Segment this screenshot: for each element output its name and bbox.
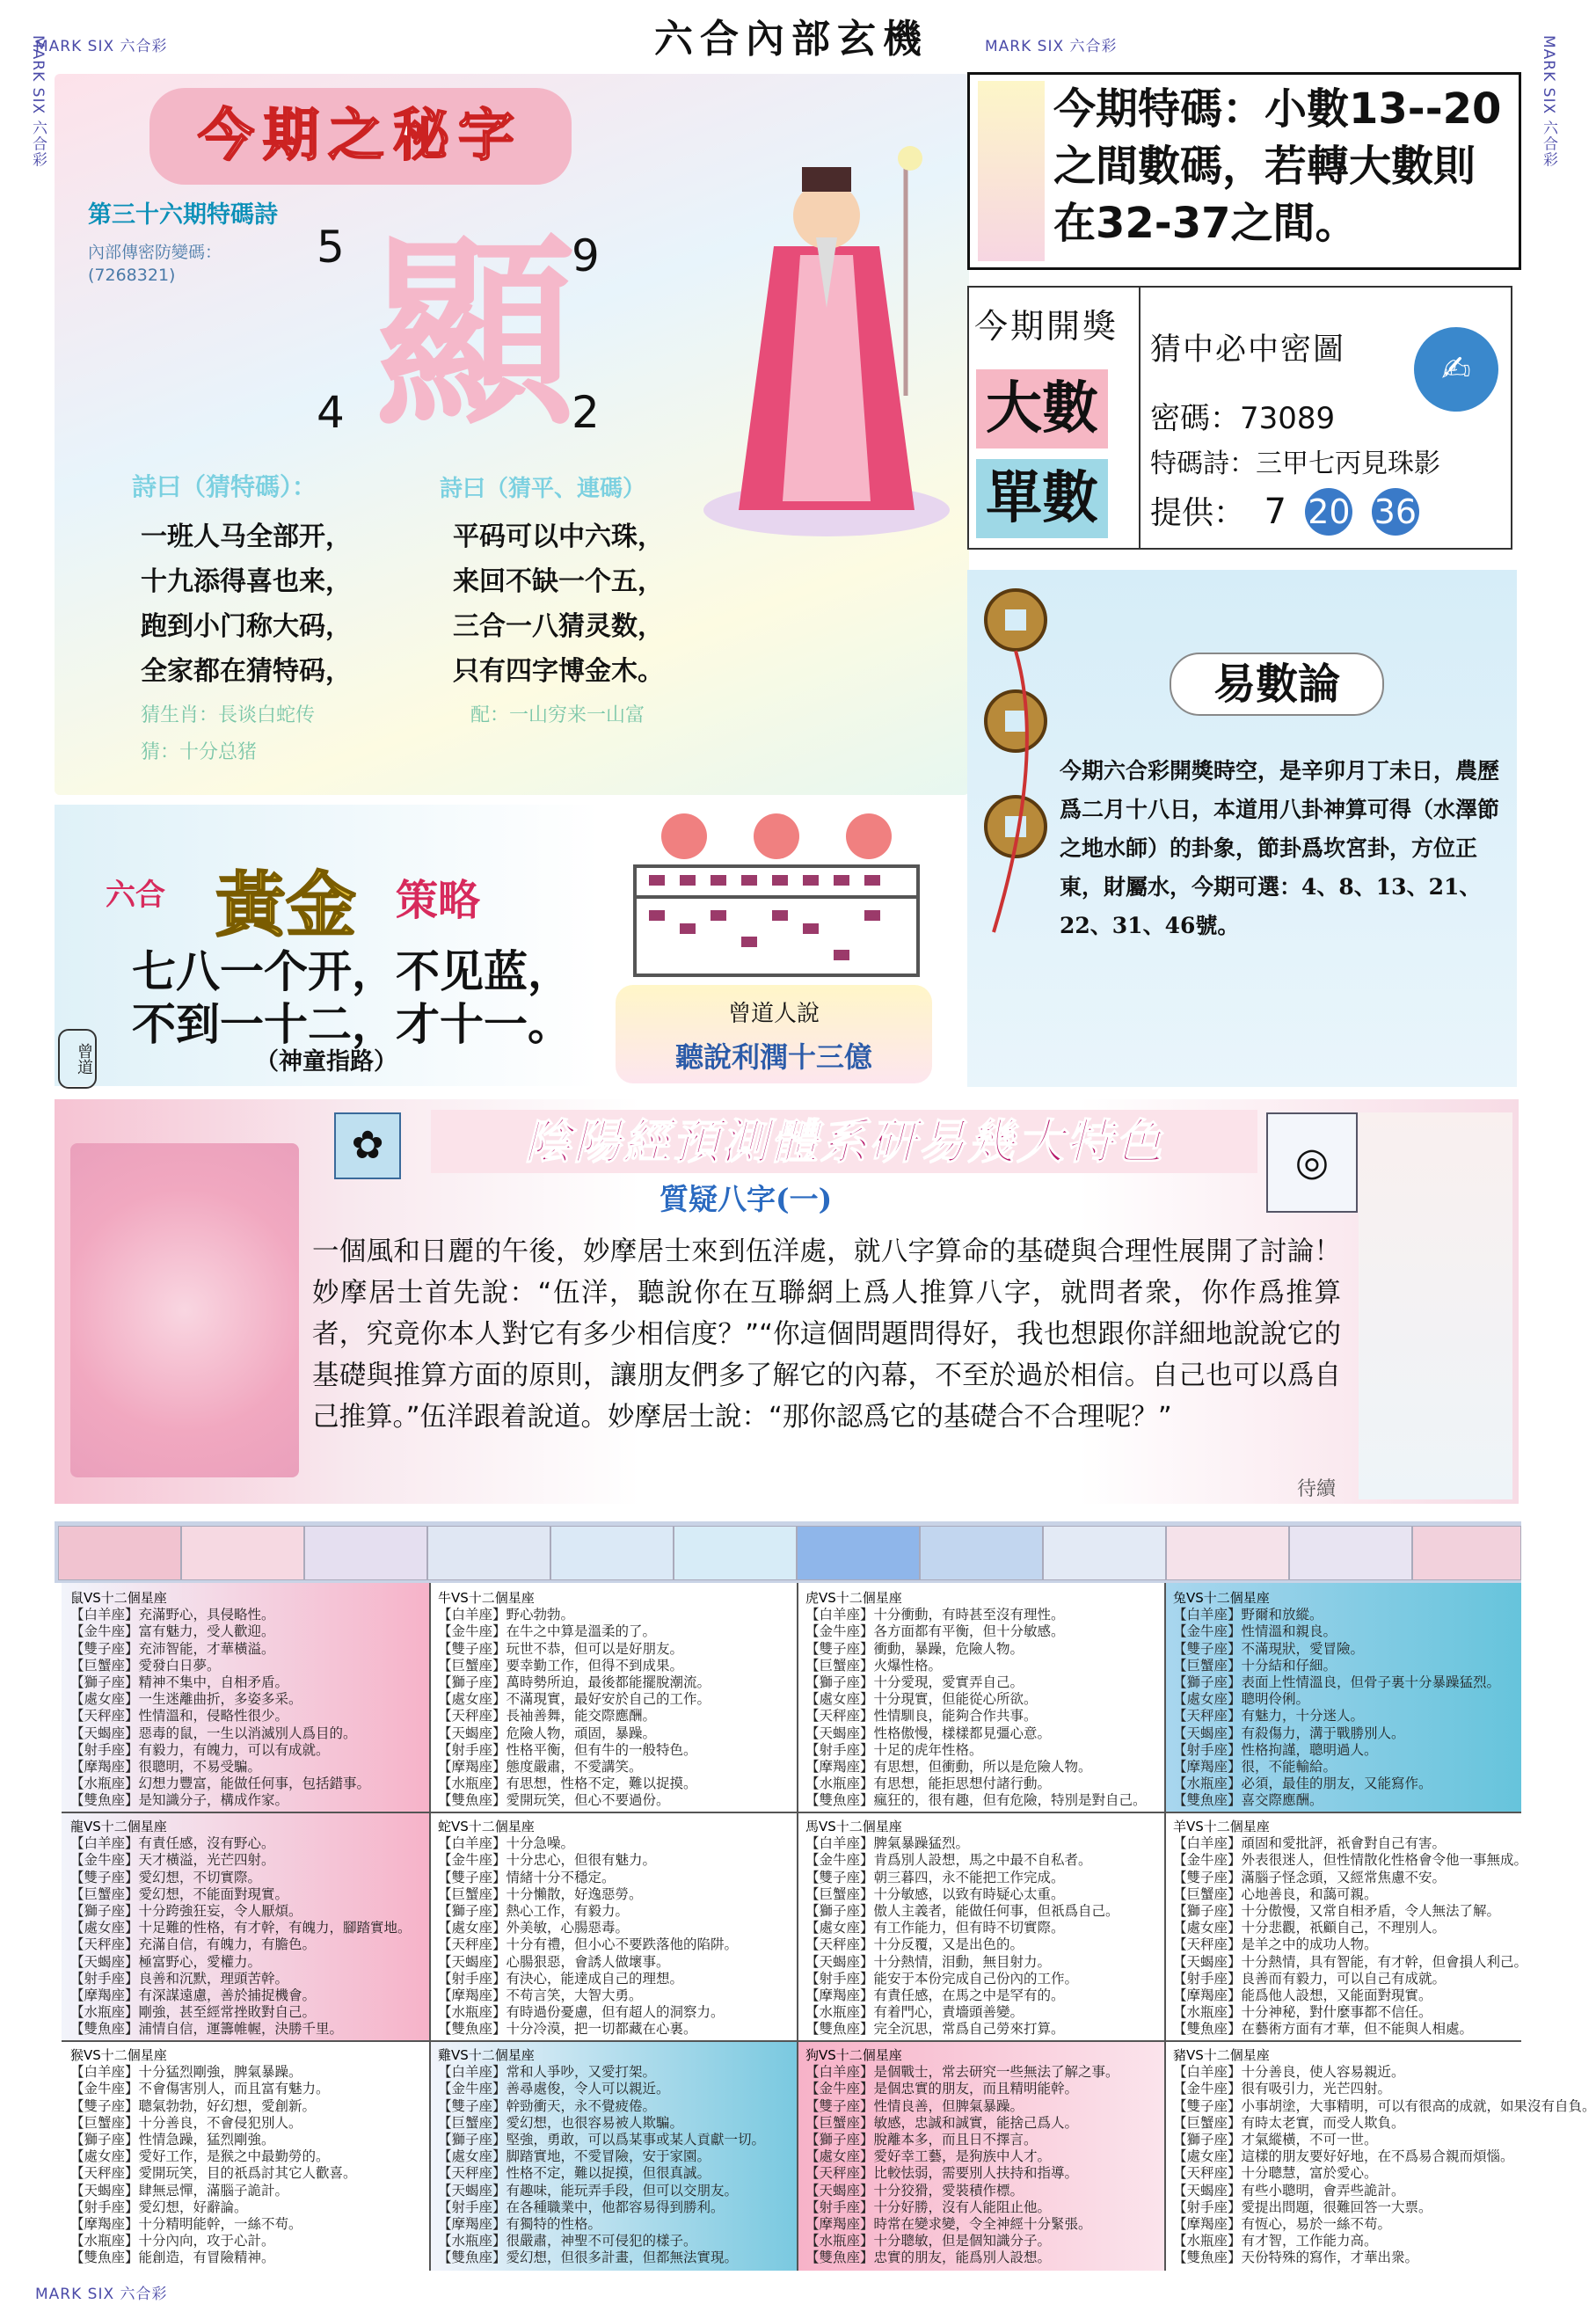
- zodiac-row: 【處女座】這樣的朋友要好好地，在不爲易合親而煩惱。: [1173, 2148, 1514, 2165]
- secret-number-1: 5: [317, 222, 345, 273]
- zodiac-row: 【天秤座】愛開玩笑，目的祇爲討其它人歡喜。: [70, 2165, 357, 2182]
- zodiac-row: 【天秤座】十分有禮，但小心不要跌落他的陷阱。: [438, 1936, 739, 1953]
- zodiac-row: 【白羊座】脾氣暴躁猛烈。: [805, 1835, 970, 1852]
- secret-number-2: 9: [572, 230, 600, 281]
- zodiac-row: 【天蝎座】有趣味，能玩弄手段，但可以交朋友。: [438, 2182, 739, 2199]
- big-character: 顯: [373, 215, 576, 453]
- zodiac-grid-line: [797, 1583, 798, 2271]
- gold-source: （神童指路）: [255, 1048, 397, 1076]
- draw-head: 今期開獎: [974, 307, 1119, 346]
- zodiac-row: 【水瓶座】有才智，工作能力高。: [1173, 2233, 1378, 2250]
- zodiac-row: 【天秤座】十分聰慧，富於愛心。: [1173, 2165, 1378, 2182]
- zodiac-row: 【射手座】良善而有毅力，可以自己有成就。: [1173, 1970, 1447, 1987]
- zodiac-row: 【白羊座】十分猛烈剛強，脾氣暴躁。: [70, 2064, 302, 2081]
- zodiac-row: 【雙子座】性情良善，但脾氣暴躁。: [805, 2097, 1024, 2114]
- article-body: 一個風和日麗的午後，妙摩居士來到伍洋處，就八字算命的基礎與合理性展開了討論！妙摩居士首先說：“伍洋，聽說你在互聯網上爲人推算八字，就問者衆，你作爲推算者，究竟你本人對它有多少相信度？”“你這個問題問得好，我也想跟你詳細地說說它的基礎與推算方面的原則，讓朋友們多了解它的內幕，不至於過於相信。自己也可以爲自己推算。”伍洋跟着說道。妙摩居士說：“那你認爲它的基礎合不合理呢？”: [312, 1236, 1341, 1433]
- zodiac-row: 【雙子座】玩世不恭，但可以是好朋友。: [438, 1640, 684, 1657]
- zodiac-row: 【射手座】愛幻想，好辭論。: [70, 2199, 248, 2215]
- zodiac-row: 【獅子座】十分愛現，愛實弄自己。: [805, 1674, 1024, 1691]
- article-left-image: [70, 1143, 299, 1477]
- zodiac-cell-title: 兔VS十二個星座: [1173, 1590, 1270, 1606]
- poem-right-line: 来回不缺一个五，: [453, 566, 664, 597]
- guess-match: 配：一山穷来一山富: [470, 704, 645, 726]
- zodiac-row: 【獅子座】十分傲慢，又常自相矛盾，令人無法了解。: [1173, 1903, 1501, 1920]
- gold-line-1: 七八一个开，不见蓝，: [132, 945, 572, 997]
- zodiac-row: 【摩羯座】有責任感，在馬之中是罕有的。: [805, 1987, 1065, 2004]
- zodiac-row: 【天蝎座】危險人物，頑固，暴躁。: [438, 1725, 657, 1741]
- zodiac-row: 【雙魚座】浦情自信，運籌帷幄，決勝千里。: [70, 2021, 344, 2038]
- poem-left-line: 十九添得喜也来，: [141, 566, 352, 597]
- zodiac-grid-line: [1164, 1583, 1166, 2271]
- zodiac-row: 【處女座】聰明伶俐。: [1173, 1691, 1310, 1708]
- poem-right-line: 三合一八猜灵数，: [453, 611, 664, 642]
- guess-zodiac: 猜生肖：長谈白蛇传: [141, 704, 316, 726]
- coin-icons: [976, 580, 1055, 950]
- zodiac-cell-title: 鼠VS十二個星座: [70, 1590, 167, 1606]
- bottom-border: MARK SIX 六合彩: [35, 2286, 168, 2303]
- zodiac-row: 【金牛座】天才橫溢，光芒四射。: [70, 1852, 275, 1869]
- tema-line-2: 之間數碼，若轉大數則: [1053, 142, 1476, 191]
- draw-provide-label: 提供：: [1150, 495, 1246, 531]
- zodiac-row: 【處女座】脚踏實地，不愛冒險，安于家園。: [438, 2148, 711, 2165]
- draw-poem: 特碼詩：三甲七丙見珠影: [1150, 448, 1440, 479]
- poem-left-line: 跑到小门称大码，: [141, 611, 352, 642]
- zodiac-cell-ox: [429, 1583, 797, 1812]
- zodiac-row: 【雙子座】幹勁衝天，永不覺疲倦。: [438, 2097, 657, 2114]
- poem-number: 第三十六期特碼詩: [88, 201, 278, 229]
- zodiac-row: 【射手座】在各種職業中，他都容易得到勝利。: [438, 2199, 725, 2215]
- zodiac-row: 【天秤座】性格不定，難以捉摸，但很真誠。: [438, 2165, 711, 2182]
- zodiac-row: 【天秤座】長袖善舞，能交際應酬。: [438, 1708, 657, 1725]
- zodiac-row: 【白羊座】十分急噪。: [438, 1835, 575, 1852]
- goat-icon: [920, 1526, 1043, 1580]
- poem-left-line: 全家都在猜特码，: [141, 656, 352, 687]
- tema-line-3: 在32-37之間。: [1053, 199, 1358, 248]
- zodiac-cell-title: 虎VS十二個星座: [805, 1590, 902, 1606]
- zodiac-row: 【雙子座】充沛智能，才華橫溢。: [70, 1640, 275, 1657]
- zodiac-row: 【水瓶座】有着門心，責墻頭善變。: [805, 2004, 1024, 2021]
- article-more: 待續: [1297, 1478, 1337, 1500]
- zodiac-row: 【獅子座】脫離本多，而且日不擇言。: [805, 2132, 1038, 2148]
- zodiac-row: 【巨蟹座】有時太老實，而受人欺負。: [1173, 2114, 1405, 2131]
- dragon-icon: [550, 1526, 674, 1580]
- zodiac-cell-title: 馬VS十二個星座: [805, 1819, 902, 1834]
- zodiac-cell-pig: [1164, 2040, 1596, 2271]
- zodiac-row: 【處女座】一生迷離曲折，多姿多采。: [70, 1691, 302, 1708]
- zodiac-row: 【巨蟹座】愛幻想，不能面對現實。: [70, 1885, 289, 1902]
- article-icon-orbit: ◎: [1266, 1112, 1358, 1213]
- zodiac-row: 【摩羯座】很聰明，不易受騙。: [70, 1759, 262, 1776]
- zodiac-row: 【射手座】愛提出問題，很難回答一大票。: [1173, 2199, 1432, 2215]
- secret-title: 今期之秘字: [149, 88, 572, 185]
- zodiac-row: 【金牛座】各方面都有平衡，但十分敏感。: [805, 1623, 1065, 1640]
- zodiac-row: 【獅子座】堅強，勇敢，可以爲某事或某人貢獻一切。: [438, 2132, 766, 2148]
- zodiac-grid-line: [429, 1583, 431, 2271]
- draw-big: 大數: [976, 369, 1108, 448]
- secret-number-4: 2: [572, 387, 600, 438]
- poem-left-line: 一班人马全部开，: [141, 521, 352, 552]
- left-border: MARK SIX 六合彩: [29, 35, 47, 168]
- zodiac-cell-title: 猴VS十二個星座: [70, 2047, 167, 2063]
- zodiac-row: 【天蝎座】有殺傷力，溝于戰勝別人。: [1173, 1725, 1405, 1741]
- zodiac-row: 【摩羯座】有恆心，易於一絲不苟。: [1173, 2216, 1392, 2233]
- zodiac-row: 【雙子座】情緒十分不穩定。: [438, 1869, 616, 1885]
- tema-side-stripe: [978, 81, 1045, 261]
- zodiac-row: 【雙子座】不滿現狀，愛冒險。: [1173, 1640, 1365, 1657]
- tema-line-1: 今期特碼：小數13--20: [1053, 84, 1502, 134]
- zodiac-row: 【雙子座】愛幻想，不切實際。: [70, 1869, 262, 1885]
- zodiac-row: 【雙魚座】天份特殊的寫作，才華出衆。: [1173, 2250, 1419, 2266]
- zodiac-cell-title: 豬VS十二個星座: [1173, 2047, 1270, 2063]
- zodiac-row: 【處女座】外美敏，心腸惡毒。: [438, 1920, 630, 1936]
- poem-right-line: 平码可以中六珠，: [453, 521, 664, 552]
- zodiac-row: 【雙魚座】能創造，有冒險精神。: [70, 2250, 275, 2266]
- draw-number: 7: [1264, 492, 1286, 532]
- horse-icon: [797, 1526, 920, 1580]
- zodiac-cell-title: 龍VS十二個星座: [70, 1819, 167, 1834]
- zodiac-row: 【天秤座】有魅力，十分迷人。: [1173, 1708, 1365, 1725]
- zodiac-row: 【獅子座】十分跨強狂妄，令人厭煩。: [70, 1903, 302, 1920]
- zodiac-row: 【水瓶座】幻想力豐富，能做任何事，包括錯事。: [70, 1776, 371, 1792]
- zodiac-row: 【天蝎座】心腸狠惡，會誘人做壞事。: [438, 1953, 670, 1970]
- zodiac-row: 【獅子座】熱心工作，有毅力。: [438, 1903, 630, 1920]
- zodiac-row: 【金牛座】十分忠心，但很有魅力。: [438, 1852, 657, 1869]
- zodiac-row: 【雙魚座】瘋狂的，很有趣，但有危險，特別是對自己。: [805, 1792, 1147, 1809]
- pig-icon: [1412, 1526, 1521, 1580]
- zodiac-row: 【金牛座】在牛之中算是溫柔的了。: [438, 1623, 657, 1640]
- zodiac-row: 【雙子座】聰氣勃勃，好幻想，愛創新。: [70, 2097, 317, 2114]
- page-title: 六合內部玄機: [654, 17, 929, 62]
- zodiac-row: 【水瓶座】十分神秘，對什麼事都不信任。: [1173, 2004, 1432, 2021]
- zodiac-cell-goat: [1164, 1812, 1528, 2040]
- zodiac-cell-tiger: [797, 1583, 1164, 1812]
- top-border-left: MARK SIX 六合彩: [35, 38, 168, 55]
- zodiac-row: 【處女座】十分現實，但能從心所欲。: [805, 1691, 1038, 1708]
- gold-title: 黃金: [215, 864, 356, 946]
- zodiac-cell-dog: [797, 2040, 1164, 2271]
- dog-icon: [1289, 1526, 1412, 1580]
- zodiac-row: 【雙魚座】在藝術方面有才華，但不能與人相處。: [1173, 2021, 1474, 2038]
- article-subheadline: 質疑八字(一): [660, 1182, 833, 1216]
- zodiac-row: 【射手座】良善和沉默，理頭苦幹。: [70, 1970, 289, 1987]
- zodiac-row: 【白羊座】充滿野心，具侵略性。: [70, 1607, 275, 1623]
- draw-divider: [1139, 286, 1141, 550]
- protect-code: (7268321): [88, 266, 176, 285]
- zodiac-row: 【射手座】十足的虎年性格。: [805, 1741, 983, 1758]
- zodiac-row: 【雙魚座】愛開玩笑，但心不要過份。: [438, 1792, 670, 1809]
- zodiac-row: 【巨蟹座】十分善良，不會侵犯別人。: [70, 2114, 302, 2131]
- zodiac-row: 【處女座】有工作能力，但有時不切實際。: [805, 1920, 1065, 1936]
- zodiac-row: 【巨蟹座】要幸勤工作，但得不到成果。: [438, 1657, 684, 1674]
- zodiac-row: 【巨蟹座】十分敏感，以致有時疑心太重。: [805, 1885, 1065, 1902]
- draw-provide: [1150, 488, 1419, 536]
- zodiac-row: 【巨蟹座】火爆性格。: [805, 1657, 943, 1674]
- article-side-vertical-image: [1359, 1112, 1512, 1499]
- zodiac-row: 【射手座】性格平衡，但有牛的一般特色。: [438, 1741, 697, 1758]
- draw-number-circle: 20: [1305, 488, 1352, 536]
- zodiac-row: 【金牛座】富有魅力，受人歡迎。: [70, 1623, 275, 1640]
- rabbit-icon: [427, 1526, 550, 1580]
- zodiac-row: 【巨蟹座】愛發白日夢。: [70, 1657, 221, 1674]
- tiger-icon: [304, 1526, 427, 1580]
- abacus-image: [631, 805, 922, 981]
- zodiac-row: 【摩羯座】態度嚴肅，不愛講笑。: [438, 1759, 643, 1776]
- yishu-text: 今期六合彩開獎時空，是辛卯月丁未日，農歷爲二月十八日，本道用八卦神算可得（水澤節之地水師）的卦象，節卦爲坎宮卦，方位正東，財屬水，今期可選：4、8、13、21、22、31、46號。: [1060, 758, 1500, 938]
- poem-head-left: 詩曰（猜特碼）：: [132, 472, 317, 501]
- zodiac-row: 【獅子座】傲人主義者，能做任何事，但祇爲自己。: [805, 1903, 1119, 1920]
- poem-left: [141, 514, 352, 694]
- zodiac-row: 【摩羯座】有獨特的性格。: [438, 2216, 602, 2233]
- zodiac-row: 【雙子座】滿腦子怪念頭，又經常焦慮不安。: [1173, 1869, 1447, 1885]
- zodiac-row: 【白羊座】十分善良，使人容易親近。: [1173, 2064, 1405, 2081]
- zodiac-row: 【水瓶座】有思想，能拒思想付諸行動。: [805, 1776, 1052, 1792]
- zodiac-row: 【獅子座】精神不集中，自相矛盾。: [70, 1674, 289, 1691]
- zodiac-cell-dragon: [62, 1812, 429, 2040]
- draw-guess-title: 猜中必中密圖: [1150, 332, 1346, 368]
- zodiac-row: 【天秤座】性情溫和，侵略性很少。: [70, 1708, 289, 1725]
- zodiac-row: 【處女座】十足難的性格，有才幹，有魄力，腳踏實地。: [70, 1920, 412, 1936]
- zodiac-row: 【雙魚座】完全沉思，常爲自己勞來打算。: [805, 2021, 1065, 2038]
- zodiac-cell-title: 蛇VS十二個星座: [438, 1819, 535, 1834]
- monkey-icon: [1043, 1526, 1166, 1580]
- zodiac-row: 【處女座】愛好工作，是猴之中最勤勞的。: [70, 2148, 330, 2165]
- zodiac-row: 【處女座】不滿現實，最好安於自己的工作。: [438, 1691, 711, 1708]
- zodiac-row: 【巨蟹座】十分懶散，好逸惡勞。: [438, 1885, 643, 1902]
- zodiac-row: 【白羊座】有責任感，沒有野心。: [70, 1835, 275, 1852]
- zodiac-cell-title: 牛VS十二個星座: [438, 1590, 535, 1606]
- zodiac-row: 【摩羯座】十分精明能幹，一絲不苟。: [70, 2216, 302, 2233]
- zodiac-row: 【天蝎座】性格傲慢，樣樣都見彊心意。: [805, 1725, 1052, 1741]
- article-headline: 陰陽經預測體系研易幾大特色: [431, 1110, 1257, 1173]
- zodiac-row: 【雙魚座】忠實的朋友，能爲別人設想。: [805, 2250, 1052, 2266]
- zodiac-grid-line: [62, 2040, 1521, 2042]
- draw-code: 密碼：73089: [1150, 401, 1336, 436]
- zodiac-row: 【巨蟹座】愛幻想，也很容易被人欺騙。: [438, 2114, 684, 2131]
- zodiac-row: 【金牛座】很有吸引力，光芒四射。: [1173, 2081, 1392, 2097]
- zodiac-row: 【摩羯座】有思想，但衝動，所以是危險人物。: [805, 1759, 1092, 1776]
- tema-text: [1053, 81, 1511, 252]
- zodiac-row: 【摩羯座】有深謀遠慮，善於捕捉機會。: [70, 1987, 317, 2004]
- zodiac-row: 【處女座】愛好幸工藝，是狗族中人才。: [805, 2148, 1052, 2165]
- zodiac-row: 【巨蟹座】心地善良，和藹可親。: [1173, 1885, 1378, 1902]
- zodiac-row: 【金牛座】性情溫和親良。: [1173, 1623, 1337, 1640]
- zodiac-row: 【雙魚座】愛幻想，但很多計畫，但都無法實現。: [438, 2250, 739, 2266]
- poem-right-line: 只有四字博金木。: [453, 656, 664, 687]
- abacus-by: 曾道人說: [727, 1001, 820, 1027]
- zodiac-row: 【白羊座】是個戰士，常去研究一些無法了解之事。: [805, 2064, 1119, 2081]
- zodiac-row: 【天秤座】比較怯弱，需要別人扶持和指導。: [805, 2165, 1079, 2182]
- article-icon-flower: ✿: [334, 1112, 401, 1179]
- zodiac-grid-line: [62, 1812, 1521, 1813]
- zodiac-row: 【射手座】能安于本份完成自己份內的工作。: [805, 1970, 1079, 1987]
- gold-title-suffix: 策略: [396, 876, 481, 925]
- secret-number-3: 4: [317, 387, 345, 438]
- zodiac-row: 【雙子座】衝動，暴躁，危險人物。: [805, 1640, 1024, 1657]
- zodiac-row: 【天蝎座】十分熱情，具有智能，有才幹，但會損人利己。: [1173, 1953, 1528, 1970]
- zodiac-cell-monkey: [62, 2040, 429, 2271]
- zodiac-row: 【水瓶座】十分聰敏，但是個知識分子。: [805, 2233, 1052, 2250]
- right-border: MARK SIX 六合彩: [1540, 35, 1557, 168]
- zodiac-row: 【金牛座】不會傷害別人，而且富有魅力。: [70, 2081, 330, 2097]
- gold-prefix: 六合: [106, 878, 165, 913]
- poem-right: [453, 514, 664, 694]
- zodiac-row: 【獅子座】萬時勢所迫，最後都能擺脫潮流。: [438, 1674, 711, 1691]
- gold-seal: 曾道: [58, 1029, 97, 1089]
- zodiac-cell-title: 羊VS十二個星座: [1173, 1819, 1270, 1834]
- zodiac-cell-title: 狗VS十二個星座: [805, 2047, 902, 2063]
- zodiac-row: 【天秤座】性情馴良，能夠合作共事。: [805, 1708, 1038, 1725]
- zodiac-row: 【獅子座】表面上性情溫良，但骨子裏十分暴躁猛烈。: [1173, 1674, 1501, 1691]
- zodiac-row: 【金牛座】肯爲別人設想，馬之中最不自私者。: [805, 1852, 1092, 1869]
- sage-figure-image: [695, 132, 958, 536]
- zodiac-row: 【天蝎座】極富野心，愛權力。: [70, 1953, 262, 1970]
- zodiac-cell-rooster: [429, 2040, 797, 2271]
- zodiac-row: 【獅子座】性情急躁，猛烈剛強。: [70, 2132, 275, 2148]
- zodiac-row: 【天蝎座】肆無忌憚，滿腦子詭計。: [70, 2182, 289, 2199]
- zodiac-row: 【雙魚座】喜交際應酬。: [1173, 1792, 1323, 1809]
- zodiac-row: 【水瓶座】剛強，甚至經常挫敗對自己。: [70, 2004, 317, 2021]
- zodiac-row: 【獅子座】才氣縱橫，不可一世。: [1173, 2132, 1378, 2148]
- zodiac-row: 【天蝎座】十分熱情，泪動，無目射力。: [805, 1953, 1052, 1970]
- gold-line-2: 不到一十二，才十一。: [132, 998, 572, 1050]
- zodiac-cell-rabbit: [1164, 1583, 1521, 1812]
- zodiac-row: 【射手座】十分好勝，沒有人能阻止他。: [805, 2199, 1052, 2215]
- zodiac-row: 【水瓶座】必須，最佳的朋友，又能寫作。: [1173, 1776, 1432, 1792]
- zodiac-row: 【巨蟹座】敏感，忠誠和誠實，能捨己爲人。: [805, 2114, 1079, 2131]
- zodiac-cell-rat: [62, 1583, 429, 1812]
- zodiac-row: 【天秤座】是羊之中的成功人物。: [1173, 1936, 1378, 1953]
- zodiac-row: 【摩羯座】時常在變求變，令全神經十分緊張。: [805, 2216, 1092, 2233]
- zodiac-row: 【白羊座】常和人爭吵，又愛打架。: [438, 2064, 657, 2081]
- draw-single: 單數: [976, 459, 1108, 538]
- top-border-right: MARK SIX 六合彩: [985, 38, 1118, 55]
- zodiac-row: 【天秤座】充滿自信，有魄力，有膽色。: [70, 1936, 317, 1953]
- zodiac-row: 【水瓶座】十分內向，攻于心計。: [70, 2233, 275, 2250]
- rooster-icon: [1166, 1526, 1289, 1580]
- zodiac-row: 【水瓶座】很嚴肅，神聖不可侵犯的樣子。: [438, 2233, 697, 2250]
- zodiac-row: 【金牛座】外表很迷人，但性情散化性格會令他一事無成。: [1173, 1852, 1528, 1869]
- rat-icon: [58, 1526, 181, 1580]
- zodiac-row: 【處女座】十分悲觀，祇顧自己，不理別人。: [1173, 1920, 1447, 1936]
- zodiac-row: 【摩羯座】能爲他人設想，又能面對現實。: [1173, 1987, 1432, 2004]
- draw-seal-icon: ✍: [1414, 327, 1498, 412]
- guess-line: 猜：十分总猪: [141, 741, 258, 763]
- zodiac-row: 【摩羯座】很，不能輸給。: [1173, 1759, 1337, 1776]
- zodiac-row: 【雙魚座】是知識分子，構成作家。: [70, 1792, 289, 1809]
- zodiac-row: 【水瓶座】有思想，性格不定，難以捉摸。: [438, 1776, 697, 1792]
- zodiac-row: 【金牛座】是個忠實的朋友，而且精明能幹。: [805, 2081, 1079, 2097]
- zodiac-row: 【白羊座】野爾和放縱。: [1173, 1607, 1323, 1623]
- zodiac-row: 【白羊座】野心勃勃。: [438, 1607, 575, 1623]
- zodiac-cell-snake: [429, 1812, 797, 2040]
- protect-label: 內部傳密防變碼：: [88, 243, 222, 262]
- zodiac-row: 【射手座】有決心，能達成自己的理想。: [438, 1970, 684, 1987]
- zodiac-row: 【天蝎座】惡毒的鼠，一生以消滅別人爲目的。: [70, 1725, 357, 1741]
- zodiac-row: 【天秤座】十分反覆，又是出色的。: [805, 1936, 1024, 1953]
- yishu-title: 易數論: [1170, 653, 1384, 716]
- zodiac-row: 【水瓶座】有時過份憂慮，但有超人的洞察力。: [438, 2004, 725, 2021]
- zodiac-row: 【雙魚座】十分冷漠，把一切都藏在心裏。: [438, 2021, 697, 2038]
- abacus-box: [616, 985, 932, 1083]
- zodiac-cell-title: 雞VS十二個星座: [438, 2047, 535, 2063]
- ox-icon: [181, 1526, 304, 1580]
- zodiac-row: 【巨蟹座】十分結和仔細。: [1173, 1657, 1337, 1674]
- zodiac-row: 【天蝎座】十分狡猾，愛裝積作標。: [805, 2182, 1024, 2199]
- zodiac-row: 【雙子座】小事胡塗，大事精明，可以有很高的成就，如果沒有自負。: [1173, 2097, 1596, 2114]
- zodiac-row: 【摩羯座】不苟言笑，大智大勇。: [438, 1987, 643, 2004]
- zodiac-row: 【射手座】有毅力，有魄力，可以有成就。: [70, 1741, 330, 1758]
- zodiac-row: 【金牛座】善尋處俊，令人可以親近。: [438, 2081, 670, 2097]
- draw-number-circle: 36: [1372, 488, 1419, 536]
- zodiac-row: 【天蝎座】有些小聰明，會弄些詭計。: [1173, 2182, 1405, 2199]
- zodiac-row: 【雙子座】朝三暮四，永不能把工作完成。: [805, 1869, 1065, 1885]
- snake-icon: [674, 1526, 797, 1580]
- poem-head-right: 詩曰（猜平、連碼）: [440, 476, 646, 502]
- zodiac-row: 【射手座】性格拘謹，聰明過人。: [1173, 1741, 1378, 1758]
- zodiac-row: 【白羊座】頑固和愛批評，祇會對自己有害。: [1173, 1835, 1447, 1852]
- abacus-quote: 聽說利潤十三億: [674, 1040, 872, 1074]
- zodiac-cell-horse: [797, 1812, 1164, 2040]
- zodiac-row: 【白羊座】十分衝動，有時甚至沒有理性。: [805, 1607, 1065, 1623]
